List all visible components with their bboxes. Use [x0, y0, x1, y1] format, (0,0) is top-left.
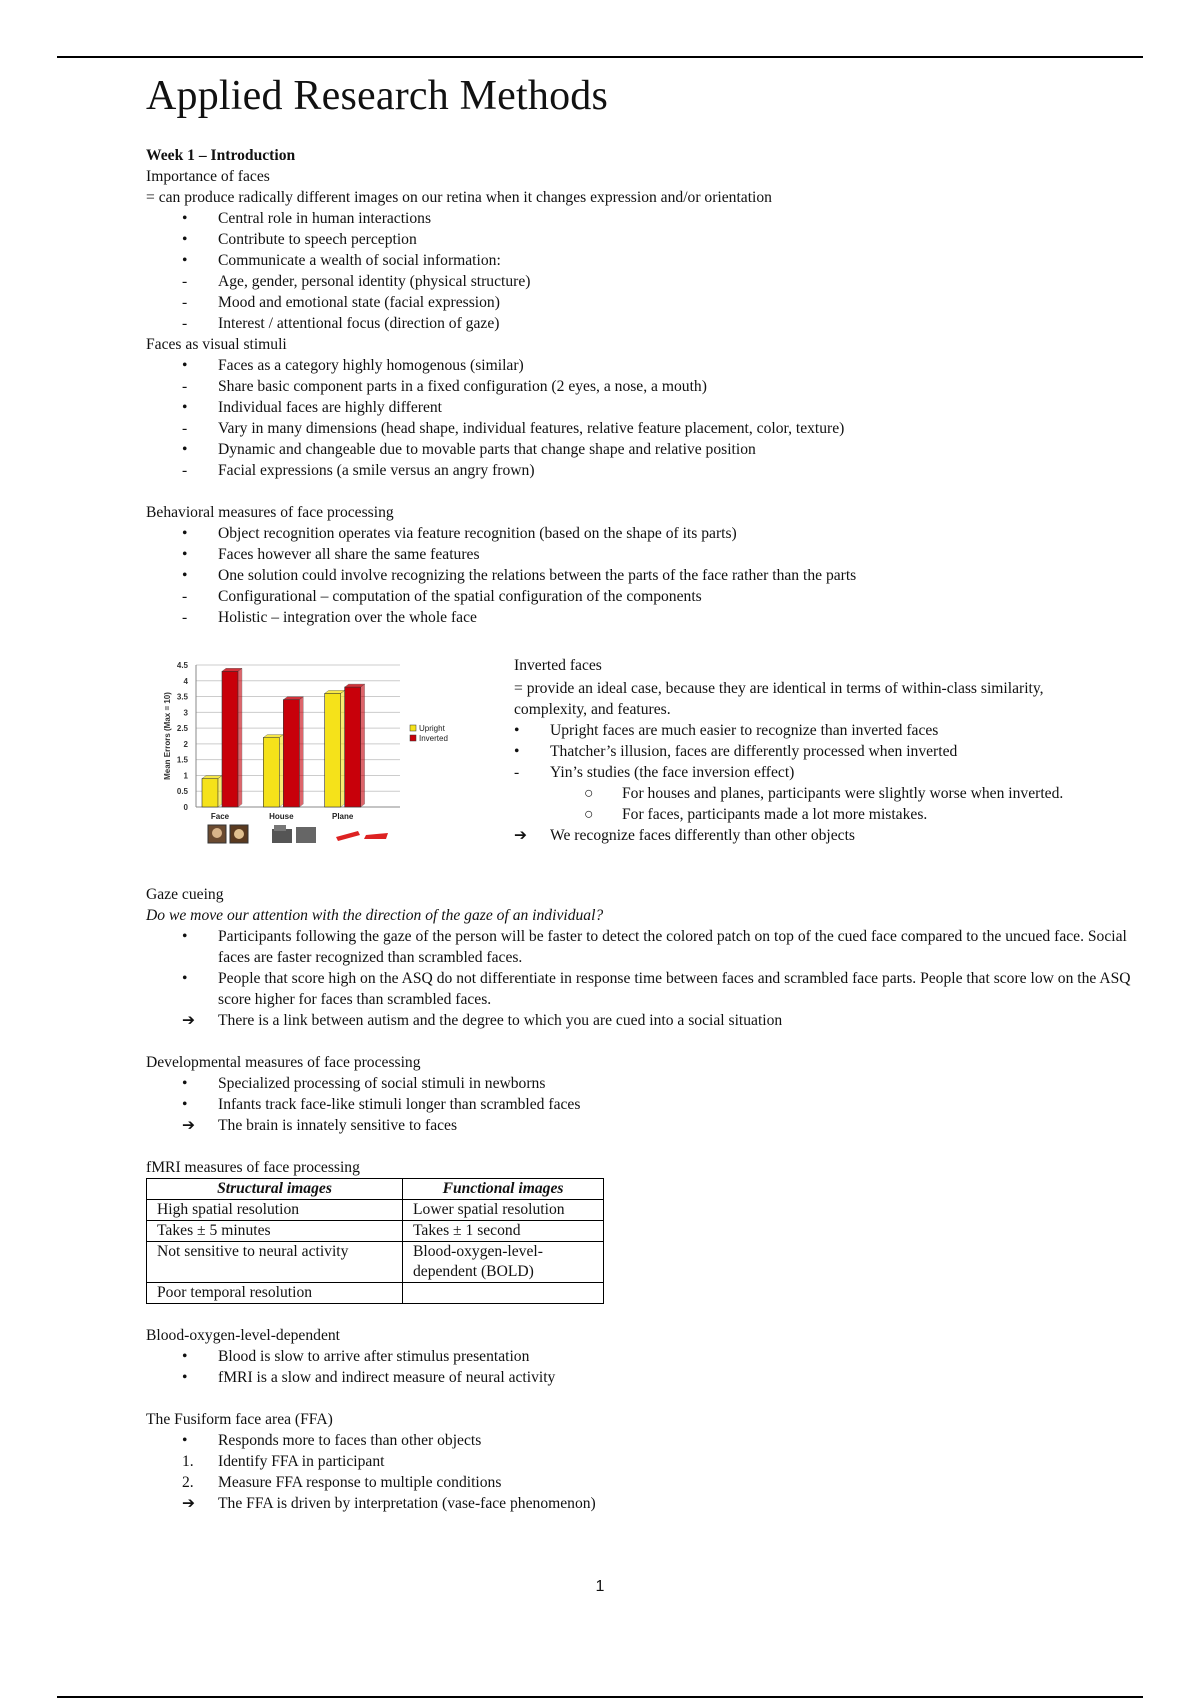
bullet-list — [146, 1430, 1146, 1514]
y-tick-label: 4.5 — [176, 661, 188, 670]
bullet-marker: • — [514, 743, 520, 760]
table-row — [147, 1200, 604, 1221]
bullet-list — [146, 1346, 1146, 1388]
bullet-marker: - — [182, 378, 188, 395]
section-intro: = provide an ideal case, because they are identical in terms of within-class similarity, complexity, and features. — [514, 680, 1044, 718]
table-header: Structural images — [147, 1179, 403, 1200]
list-item-text: Object recognition operates via feature recognition (based on the shape of its parts) — [218, 525, 737, 542]
y-tick-label: 0.5 — [176, 787, 188, 797]
bullet-marker: ➔ — [514, 827, 528, 844]
bullet-marker: - — [182, 315, 188, 332]
list-item-text: For houses and planes, participants were slightly worse when inverted. — [622, 785, 1064, 802]
list-item — [514, 825, 1074, 846]
section-heading: Behavioral measures of face processing — [146, 504, 394, 521]
list-item-text: Infants track face-like stimuli longer than scrambled faces — [218, 1096, 581, 1113]
section-intro: = can produce radically different images on our retina when it changes expression and/or orientation — [146, 189, 772, 206]
bullet-marker: - — [514, 764, 520, 781]
section-heading: The Fusiform face area (FFA) — [146, 1411, 333, 1428]
list-item — [146, 1073, 1146, 1094]
section-heading: Faces as visual stimuli — [146, 336, 287, 353]
list-item-text: Participants following the gaze of the person will be faster to detect the colored patch on top of the cued face compared to the uncued face. Social faces are faster recognized than scrambled faces. — [218, 928, 1127, 966]
section-inverted — [514, 655, 1074, 846]
table-row — [147, 1221, 604, 1242]
list-item — [146, 250, 1146, 271]
list-item-text: Individual faces are highly different — [218, 399, 443, 416]
list-item-text: The brain is innately sensitive to faces — [218, 1117, 458, 1134]
bar-side — [218, 776, 222, 807]
list-item — [146, 1367, 1146, 1388]
x-tick-label: House — [269, 812, 294, 821]
list-item — [146, 586, 1146, 607]
legend-swatch — [410, 735, 416, 741]
section-question: Do we move our attention with the direction of the gaze of an individual? — [146, 907, 604, 924]
section-heading: Blood-oxygen-level-dependent — [146, 1327, 340, 1344]
x-tick-label: Face — [210, 812, 230, 821]
bullet-marker: • — [182, 441, 188, 458]
y-tick-label: 1 — [183, 771, 188, 781]
bullet-marker: 1. — [182, 1453, 194, 1470]
list-item — [146, 208, 1146, 229]
conclusion-list — [514, 825, 1074, 846]
table-row — [147, 1283, 604, 1304]
bullet-marker: • — [182, 525, 188, 542]
list-item — [146, 544, 1146, 565]
bullet-marker: • — [182, 1348, 188, 1365]
table-cell: Blood-oxygen-level-dependent (BOLD) — [403, 1242, 604, 1283]
list-item-text: Faces as a category highly homogenous (similar) — [218, 357, 524, 374]
bullet-list — [514, 720, 1074, 783]
bullet-marker: ○ — [584, 806, 594, 823]
y-tick-label: 3 — [183, 708, 188, 718]
list-item-text: Share basic component parts in a fixed configuration (2 eyes, a nose, a mouth) — [218, 378, 707, 395]
bullet-marker: • — [182, 970, 188, 987]
list-item-text: fMRI is a slow and indirect measure of neural activity — [218, 1369, 556, 1386]
list-item-text: Interest / attentional focus (direction of gaze) — [218, 315, 500, 332]
bar-side — [361, 684, 365, 807]
table-header: Functional images — [403, 1179, 604, 1200]
table-cell: Not sensitive to neural activity — [147, 1242, 403, 1283]
list-item — [146, 523, 1146, 544]
table-cell: High spatial resolution — [147, 1200, 403, 1221]
bar-upright — [263, 738, 279, 807]
list-item-text: Blood is slow to arrive after stimulus presentation — [218, 1348, 530, 1365]
list-item-text: Mood and emotional state (facial expression) — [218, 294, 500, 311]
table-cell: Lower spatial resolution — [403, 1200, 604, 1221]
list-item-text: One solution could involve recognizing the relations between the parts of the face rather than the parts — [218, 567, 857, 584]
bullet-marker: • — [182, 252, 188, 269]
section-heading: fMRI measures of face processing — [146, 1159, 360, 1176]
list-item-text: Dynamic and changeable due to movable parts that change shape and relative position — [218, 441, 756, 458]
list-item-text: Specialized processing of social stimuli in newborns — [218, 1075, 546, 1092]
section-heading: Developmental measures of face processing — [146, 1054, 421, 1071]
list-item-text: Responds more to faces than other objects — [218, 1432, 482, 1449]
list-item — [146, 313, 1146, 334]
legend-label: Upright — [419, 724, 445, 733]
section-subheading: Importance of faces — [146, 168, 270, 185]
list-item-text: Facial expressions (a smile versus an angry frown) — [218, 462, 535, 479]
list-item — [146, 1346, 1146, 1367]
y-tick-label: 2 — [183, 739, 188, 749]
bullet-marker: - — [182, 609, 188, 626]
bullet-marker: ➔ — [182, 1012, 196, 1029]
section-gaze — [146, 884, 1146, 1514]
bullet-marker: • — [182, 357, 188, 374]
bar-side — [341, 690, 345, 807]
list-item-text: Central role in human interactions — [218, 210, 432, 227]
list-item-text: Contribute to speech perception — [218, 231, 417, 248]
bar-inverted — [345, 687, 361, 807]
y-axis-label: Mean Errors (Max = 10) — [163, 692, 172, 780]
list-item — [514, 804, 1074, 825]
list-item — [146, 1430, 1146, 1451]
bar-chart — [160, 655, 480, 855]
bullet-marker: 2. — [182, 1474, 194, 1491]
bullet-marker: • — [182, 210, 188, 227]
bullet-marker: - — [182, 294, 188, 311]
section-importance — [146, 145, 1146, 628]
list-item — [146, 271, 1146, 292]
list-item-text: The FFA is driven by interpretation (vase-face phenomenon) — [218, 1495, 596, 1512]
bullet-marker: - — [182, 588, 188, 605]
table-cell: Takes ± 5 minutes — [147, 1221, 403, 1242]
bar-upright — [325, 693, 341, 807]
list-item-text: Upright faces are much easier to recognize than inverted faces — [550, 722, 939, 739]
list-item — [146, 1115, 1146, 1136]
bullet-marker: - — [182, 273, 188, 290]
bullet-marker: - — [182, 420, 188, 437]
list-item-text: People that score high on the ASQ do not differentiate in response time between faces and scrambled face parts. People that score low on the ASQ score higher for faces than scrambled faces. — [218, 970, 1131, 1008]
bar-side — [279, 735, 283, 807]
list-item-text: For faces, participants made a lot more mistakes. — [622, 806, 928, 823]
list-item — [146, 565, 1146, 586]
list-item — [514, 741, 1074, 762]
bullet-marker: • — [182, 1096, 188, 1113]
bar-inverted — [283, 700, 299, 807]
list-item-text: Age, gender, personal identity (physical structure) — [218, 273, 531, 290]
y-tick-label: 3.5 — [176, 692, 188, 702]
bullet-marker: • — [182, 546, 188, 563]
list-item-text: Faces however all share the same features — [218, 546, 480, 563]
bullet-list — [146, 355, 1146, 481]
list-item — [514, 720, 1074, 741]
table-row — [147, 1242, 604, 1283]
list-item — [146, 1094, 1146, 1115]
bullet-list — [146, 926, 1146, 1031]
list-item — [146, 355, 1146, 376]
list-item-text: Configurational – computation of the spatial configuration of the components — [218, 588, 702, 605]
page-number: 1 — [595, 1578, 605, 1595]
bar-side — [299, 697, 303, 807]
list-item — [146, 397, 1146, 418]
bullet-marker: ➔ — [182, 1495, 196, 1512]
table-cell: Poor temporal resolution — [147, 1283, 403, 1304]
week-heading: Week 1 – Introduction — [146, 147, 296, 164]
list-item — [146, 229, 1146, 250]
list-item — [146, 376, 1146, 397]
y-tick-label: 0 — [183, 803, 188, 812]
bottom-rule — [57, 1696, 1143, 1698]
section-heading: Inverted faces — [514, 657, 602, 674]
bullet-list — [146, 523, 1146, 628]
list-item-text: We recognize faces differently than other objects — [550, 827, 855, 844]
bar-side — [238, 668, 242, 807]
list-item — [146, 968, 1146, 1010]
list-item — [146, 1451, 1146, 1472]
legend-swatch — [410, 725, 416, 731]
list-item — [146, 1472, 1146, 1493]
stimulus-thumbnails — [208, 825, 388, 843]
list-item — [146, 607, 1146, 628]
bullet-marker: • — [182, 1075, 188, 1092]
y-tick-label: 4 — [183, 676, 188, 686]
bullet-marker: • — [182, 1432, 188, 1449]
list-item — [514, 762, 1074, 783]
top-rule — [57, 56, 1143, 58]
bullet-marker: • — [182, 567, 188, 584]
list-item-text: Thatcher’s illusion, faces are differently processed when inverted — [550, 743, 958, 760]
list-item-text: There is a link between autism and the degree to which you are cued into a social situation — [218, 1012, 783, 1029]
list-item-text: Communicate a wealth of social information: — [218, 252, 501, 269]
x-tick-label: Plane — [331, 812, 354, 821]
bullet-list — [146, 208, 1146, 334]
bullet-list — [146, 1073, 1146, 1136]
bullet-marker: • — [182, 399, 188, 416]
bullet-marker: ○ — [584, 785, 594, 802]
bullet-marker: • — [182, 1369, 188, 1386]
list-item — [146, 926, 1146, 968]
list-item — [146, 439, 1146, 460]
bullet-marker: • — [514, 722, 520, 739]
list-item-text: Holistic – integration over the whole face — [218, 609, 477, 626]
list-item-text: Identify FFA in participant — [218, 1453, 385, 1470]
bar-upright — [202, 779, 218, 807]
list-item-text: Vary in many dimensions (head shape, individual features, relative feature placement, color, texture) — [218, 420, 845, 437]
fmri-table — [146, 1178, 604, 1304]
bullet-marker: • — [182, 231, 188, 248]
bullet-marker: ➔ — [182, 1117, 196, 1134]
list-item — [146, 1010, 1146, 1031]
list-item — [146, 1493, 1146, 1514]
list-item-text: Measure FFA response to multiple conditions — [218, 1474, 502, 1491]
list-item — [514, 783, 1074, 804]
sub-bullet-list — [514, 783, 1074, 825]
list-item — [146, 292, 1146, 313]
list-item — [146, 418, 1146, 439]
page-title: Applied Research Methods — [146, 73, 609, 119]
section-heading: Gaze cueing — [146, 886, 224, 903]
bullet-marker: - — [182, 462, 188, 479]
y-tick-label: 1.5 — [176, 755, 188, 765]
list-item — [146, 460, 1146, 481]
bullet-marker: • — [182, 928, 188, 945]
bar-inverted — [222, 671, 238, 807]
table-cell: Takes ± 1 second — [403, 1221, 604, 1242]
legend-label: Inverted — [419, 734, 448, 743]
table-cell — [403, 1283, 604, 1304]
list-item-text: Yin’s studies (the face inversion effect) — [550, 764, 795, 781]
y-tick-label: 2.5 — [176, 724, 188, 734]
